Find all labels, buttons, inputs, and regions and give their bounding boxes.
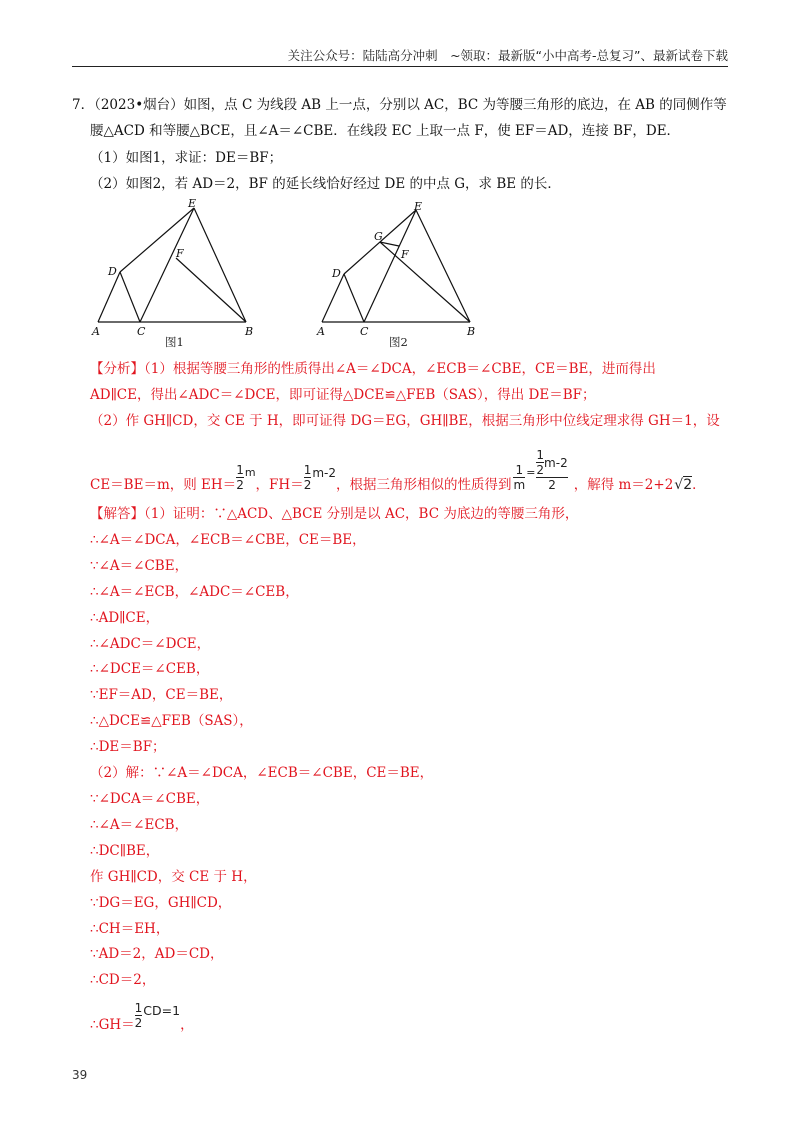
eh-tail: m — [244, 466, 256, 479]
solution-line: ∴∠A＝∠ECB，∠ADC＝∠CEB， — [90, 583, 299, 600]
solution-line: ∴CD＝2， — [90, 972, 156, 989]
solution-line: ∵∠DCA＝∠CBE， — [90, 790, 210, 807]
gh-tail: CD=1 — [143, 1003, 181, 1018]
fig1-label-a: A — [92, 325, 100, 338]
solution-line: ∵AD＝2，AD＝CD， — [90, 946, 224, 963]
fig1-label-b: B — [245, 325, 254, 338]
eh-fraction: $\frac{1}{2}$ — [236, 463, 244, 492]
solution-line: ∴∠DCE＝∠CEB， — [90, 661, 210, 678]
gh-prefix: ∴GH＝ — [90, 1017, 135, 1033]
solution-line: ∴CH＝EH， — [90, 920, 170, 937]
problem-line-2: 腰△ACD 和等腰△BCE，且∠A＝∠CBE．在线段 EC 上取一点 F，使 EF＝AD，连接 BF，DE． — [90, 123, 681, 139]
fig2-label-e: E — [414, 200, 423, 213]
analysis-l4-part-b: ，FH＝ — [255, 477, 304, 493]
analysis-l4-part-c: ，根据三角形相似的性质得到 — [335, 477, 512, 493]
fh-fraction: $\frac{1}{2}$ — [303, 463, 312, 492]
header-rule — [72, 66, 728, 67]
figure-1 — [88, 196, 268, 356]
analysis-line-3: （2）作 GH∥CD，交 CE 于 H，即可证得 DG＝EG，GH∥BE，根据三角形中位线定理求得 GH＝1，设 — [90, 413, 720, 429]
solution-line: ∵DG＝EG，GH∥CD， — [90, 894, 232, 911]
page-header: 关注公众号：陆陆高分冲刺 ~领取：最新版“小中高考-总复习”、最新试卷下载 — [287, 48, 728, 63]
solution-line: ∴DC∥BE， — [90, 842, 160, 859]
sqrt-argument: 2 — [683, 477, 693, 493]
figure-2-caption: 图2 — [389, 335, 408, 349]
solution-line: 【解答】（1）证明：∵△ACD、△BCE 分别是以 AC，BC 为底边的等腰三角形， — [90, 506, 579, 522]
fig2-label-g: G — [374, 230, 383, 243]
solution-line: ∵EF＝AD，CE＝BE， — [90, 687, 233, 704]
gh-fraction: $\frac{1}{2}$ — [134, 1001, 143, 1030]
solution-line: ∴∠A＝∠DCA，∠ECB＝∠CBE，CE＝BE， — [90, 531, 366, 548]
eq-right-fraction: $\frac{1}{2}$ m-2 2 — [536, 448, 568, 492]
solution-line: ∴∠A＝∠ECB， — [90, 816, 189, 833]
fig1-label-d: D — [108, 265, 117, 278]
fh-tail: m-2 — [312, 466, 336, 480]
problem-question-1: （1）如图1，求证：DE＝BF； — [90, 150, 283, 166]
analysis-line-2: AD∥CE，得出∠ADC＝∠DCE，即可证得△DCE≌△FEB（SAS），得出 DE＝BF； — [90, 387, 596, 403]
figure-2 — [312, 196, 492, 356]
solution-last-line — [90, 994, 194, 1034]
fig2-label-f: F — [401, 248, 409, 261]
fig2-label-b: B — [467, 325, 476, 338]
analysis-l4-part-d: ，解得 m＝2+2 — [573, 477, 674, 493]
solution-line: 作 GH∥CD，交 CE 于 H， — [90, 868, 257, 885]
solution-line: ∵∠A＝∠CBE， — [90, 557, 189, 574]
fig2-label-d: D — [332, 267, 341, 280]
solution-line: ∴AD∥CE， — [90, 609, 160, 626]
analysis-line-4 — [90, 436, 706, 494]
solution-block — [90, 502, 578, 994]
figure-1-caption: 图1 — [165, 335, 184, 349]
page-number: 39 — [72, 1068, 88, 1082]
solution-line: ∴∠ADC＝∠DCE， — [90, 635, 211, 652]
solution-line: （2）解：∵∠A＝∠DCA，∠ECB＝∠CBE，CE＝BE， — [90, 765, 434, 782]
solution-line: ∴DE＝BF； — [90, 739, 166, 756]
eq-sign: = — [526, 466, 536, 479]
fig2-label-a: A — [317, 325, 325, 338]
problem-line-1: 7．（2023•烟台）如图，点 C 为线段 AB 上一点，分别以 AC，BC 为等腰三角形的底边，在 AB 的同侧作等 — [72, 97, 727, 113]
solution-line: ∴△DCE≌△FEB（SAS）， — [90, 713, 253, 730]
fig1-label-f: F — [176, 247, 184, 260]
gh-end: ， — [180, 1017, 194, 1033]
fig1-label-c: C — [137, 325, 146, 338]
fig2-label-c: C — [360, 325, 369, 338]
fig1-label-e: E — [188, 197, 197, 210]
eq-left-fraction: $\frac{1}{m}$ — [513, 463, 526, 492]
analysis-l4-part-e: ． — [692, 477, 706, 493]
analysis-line-1: 【分析】（1）根据等腰三角形的性质得出∠A＝∠DCA，∠ECB＝∠CBE，CE＝BE，进而得出 — [90, 361, 656, 377]
analysis-l4-part-a: CE＝BE＝m，则 EH＝ — [90, 477, 237, 493]
problem-question-2: （2）如图2，若 AD＝2，BF 的延长线恰好经过 DE 的中点 G，求 BE 的长． — [90, 176, 561, 192]
sqrt-symbol: √2 — [674, 477, 693, 493]
